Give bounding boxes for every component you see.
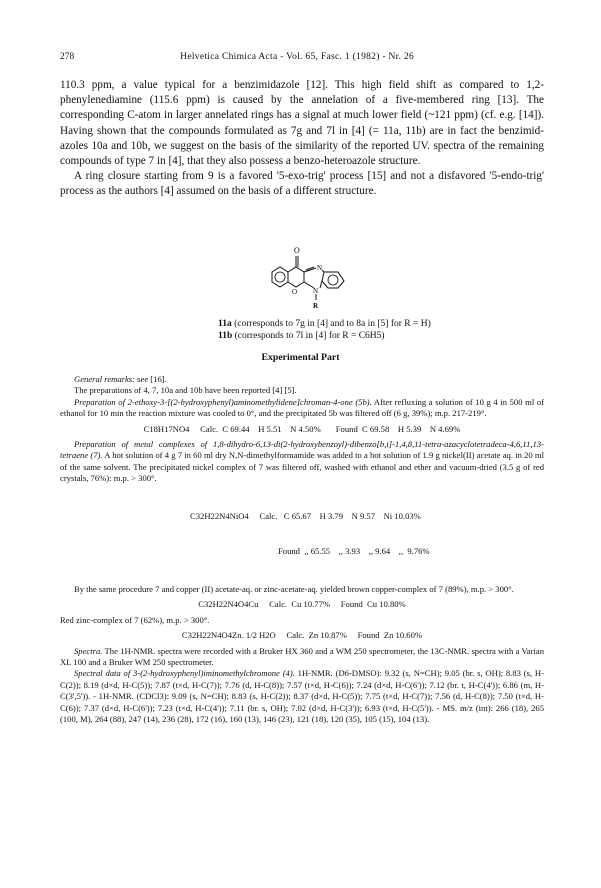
prep-5b: Preparation of 2-ethoxy-3-[(2-hydroxyphenyl)aminomethylidene]chroman-4-one (5b). After refluxing a solution of 10 g 4 in 500 ml of ethanol for 10 min the reaction mixture was cooled to 0°, and the precipitated 5b was filtered off (6 g, 39%); m.p. 217-219°. — [60, 396, 544, 419]
legend-11b: 11b (corresponds to 7l in [4] for R = C6H5) — [218, 331, 385, 341]
substituent-r: R — [313, 302, 319, 310]
running-header — [60, 52, 540, 62]
prep-nickel-complex: Preparation of metal complexes of 1,8-dihydro-6,13-di(2-hydroxybenzoyl)-dibenzo[b,i]-1,4,8,11-tetra-azacyclotetradeca-4,6,11,13-tetraene (7). A hot solution of 4 g 7 in 60 ml dry N,N-dimethylformamide was added to a hot solution of 1.9 g nickel(II) acetate aq. in 20 ml of the same solvent. The precipitated nickel complex of 7 was filtered off, washed with ethanol and ether and vacuum-dried (3.5 g of red crystals, 76%): m.p. > 300°. — [60, 439, 544, 484]
atom-n-imine: N — [317, 264, 323, 272]
analysis-5b: C18H17NO4 Calc. C 69.44 H 5.51 N 4.50% Found C 69.58 H 5.39 N 4.69% — [143, 423, 461, 434]
section-title: Experimental Part — [261, 352, 340, 363]
prep-copper-complex: By the same procedure 7 and copper (II) acetate-aq. or zinc-acetate-aq. yielded brown copper-complex of 7 (89%), m.p. > 300°. — [74, 583, 514, 594]
analysis-copper: C32H22N4O4Cu Calc. Cu 10.77% Found Cu 10.80% — [198, 599, 406, 610]
atom-n-amine: N — [313, 287, 319, 295]
analysis-zinc: C32H22N4O4Zn. 1/2 H2O Calc. Zn 10.87% Found Zn 10.60% — [181, 630, 423, 641]
paragraph-benzimidazole: 110.3 ppm, a value typical for a benzimidazole [12]. This high field shift as compared to 1,2-phenylenediamine (115.6 ppm) is caused by the annelation of a five-membered ring [13]. The corresponding C-atom in larger annelated rings has a signal at much lower field (~121 ppm) (cf. e.g. [14]). Having shown that the compounds formulated as 7g and 7l in [4] (= 11a, 11b) are in fact the benzimid-azoles 10a and 10b, we suggest on the basis of the similarity of the reported UV. spectra of the remaining compounds of type 7 in [4], that they also possess a benzo-heteroazole structure. — [60, 79, 544, 168]
analysis-nickel: C32H22N4NiO4 Calc. C 65.67 H 3.79 N 9.57 Ni 10.03% Found ,, 65.55 ,, 3.93 ,, 9.64 ,, 9.76% — [190, 511, 430, 556]
compound-legend — [218, 318, 431, 342]
spectra-note: Spectra. The 1H-NMR. spectra were recorded with a Bruker HX 360 and a WM 250 spectrometer, the 13C-NMR. spectra with a Varian XL 100 and a Bruker WM 250 spectrometer. — [60, 645, 544, 667]
preparations-note: The preparations of 4, 7, 10a and 10b have been reported [4] [5]. — [74, 385, 297, 396]
body-text — [60, 78, 544, 200]
atom-o-carbonyl: O — [294, 246, 300, 255]
general-remarks: General remarks: see [16]. — [74, 374, 167, 384]
journal-citation: Helvetica Chimica Acta - Vol. 65, Fasc. 1 (1982) - Nr. 26 — [180, 52, 415, 62]
chemical-structure-11 — [262, 244, 362, 310]
atom-o-ring: O — [292, 288, 298, 296]
paragraph-ring-closure: A ring closure starting from 9 is a favored '5-exo-trig' process [15] and not a disfavored '5-endo-trig' process as the authors [4] assumed on the basis of a different structure. — [60, 170, 544, 198]
zinc-complex-note: Red zinc-complex of 7 (62%), m.p. > 300°. — [60, 614, 210, 625]
page-number: 278 — [60, 52, 75, 62]
spectral-data: Spectral data of 3-(2-hydroxyphenyl)iminomethylchromone (4). 1H-NMR. (D6-DMSO): 9.32 (s, N=CH); 9.05 (br. s, OH); 8.83 (s, H-C(2)); 8.19 (d×d, H-C(5)); 7.87 (t×d, H-C(7)); 7.76 (d, H-C(8)); 7.57 (t×d, H-C(6)); 7.24 (d×d, H-C(6')); 7.12 (br. t, H-C(4')); 6.86 (m, H-C(3',5')). - 1H-NMR. (CDCl3): 9.09 (s, N=CH); 8.83 (s, H-C(2)); 8.37 (d×d, H-C(5)); 7.75 (t×d, H-C(7)); 7.56 (d, H-C(8)); 7.50 (t×d, H-C(6)); 7.37 (d×d, H-C(6')); 7.23 (t×d, H-C(4')); 7.11 (br. s, OH); 7.02 (d×d, H-C(3')); 6.93 (t×d, H-C(5')). - MS. m/z (int): 266 (18), 265 (100, M), 264 (88), 247 (14), 236 (28), 172 (16), 160 (13), 146 (23), 121 (18), 120 (35), 105 (15), 104 (13). — [60, 668, 544, 724]
legend-11a: 11a (corresponds to 7g in [4] and to 8a in [5] for R = H) — [218, 319, 431, 329]
experimental-section — [60, 374, 544, 725]
